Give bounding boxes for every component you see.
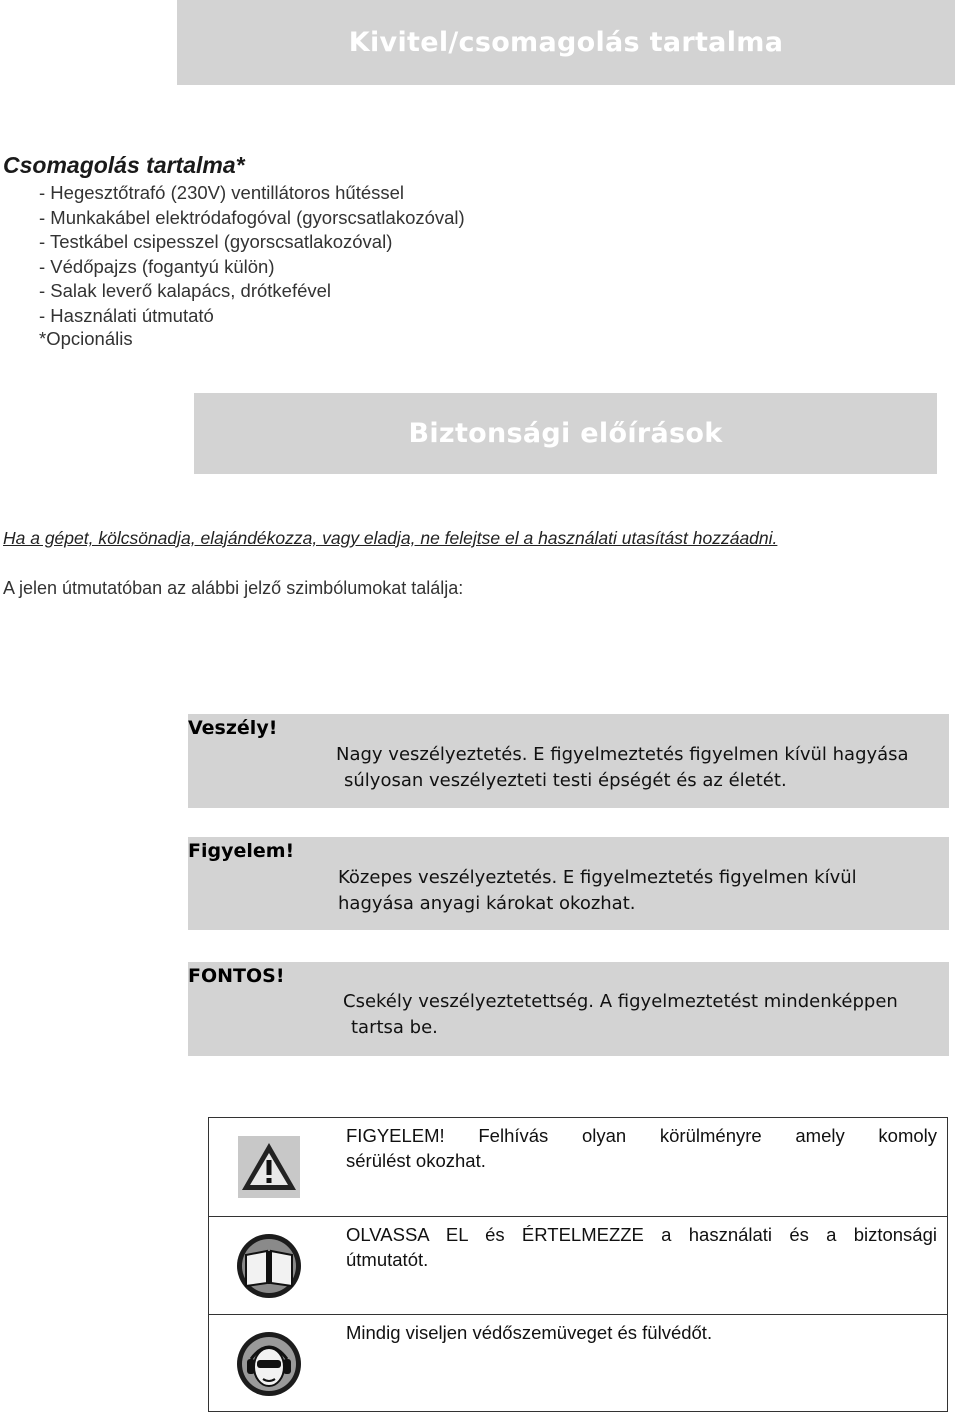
- description-line: OLVASSA EL és ÉRTELMEZZE a használati és a biztonsági: [346, 1224, 937, 1245]
- description-line: Csekély veszélyeztetettség. A figyelmeztetést mindenképpen: [343, 991, 898, 1012]
- table-row: [209, 1314, 947, 1412]
- description-line: Mindig viseljen védőszemüveget és fülvédőt.: [346, 1322, 713, 1343]
- symbols-table: [208, 1117, 948, 1412]
- symbols-intro: A jelen útmutatóban az alábbi jelző szimbólumokat találja:: [3, 578, 464, 598]
- list-item: - Salak leverő kalapács, drótkefével: [39, 280, 332, 302]
- table-row: [209, 1118, 947, 1216]
- level-label: Figyelem!: [188, 840, 295, 862]
- description-line: súlyosan veszélyezteti testi épségét és az életét.: [344, 770, 787, 791]
- description-line: FIGYELEM! Felhívás olyan körülményre amely komoly: [346, 1125, 937, 1146]
- level-description: [343, 989, 933, 1041]
- read-manual-icon: [234, 1231, 304, 1301]
- package-contents-title: Csomagolás tartalma*: [3, 152, 245, 178]
- description-line: hagyása anyagi károkat okozhat.: [338, 893, 636, 914]
- list-item: - Munkakábel elektródafogóval (gyorscsatlakozóval): [39, 206, 465, 228]
- list-item: - Használati útmutató: [39, 304, 214, 326]
- list-item: - Védőpajzs (fogantyú külön): [39, 255, 275, 277]
- warning-level-box: [188, 837, 949, 930]
- table-row: [209, 1216, 947, 1315]
- description-line: útmutatót.: [346, 1249, 429, 1270]
- optional-note: *Opcionális: [39, 328, 133, 349]
- level-label: Veszély!: [188, 717, 278, 739]
- level-description: [338, 865, 928, 917]
- section-title-contents: Kivitel/csomagolás tartalma: [348, 27, 784, 58]
- level-description: [336, 742, 926, 794]
- symbol-description: [346, 1222, 937, 1272]
- description-line: tartsa be.: [351, 1017, 438, 1038]
- safety-notice: Ha a gépet, kölcsönadja, elajándékozza, vagy eladja, ne felejtse el a használati utasítást hozzáadni.: [3, 528, 778, 548]
- description-line: Közepes veszélyeztetés. E figyelmeztetés figyelmen kívül: [338, 867, 857, 888]
- important-level-box: [188, 962, 949, 1056]
- symbol-description: [346, 1320, 937, 1345]
- section-title-safety: Biztonsági előírások: [408, 418, 723, 449]
- eye-ear-protection-icon: [234, 1329, 304, 1399]
- level-label: FONTOS!: [188, 965, 285, 987]
- list-item: - Hegesztőtrafó (230V) ventillátoros hűtéssel: [39, 182, 405, 203]
- symbol-description: [346, 1123, 937, 1173]
- section-banner-contents: [177, 0, 955, 85]
- danger-level-box: [188, 714, 949, 808]
- list-item: - Testkábel csipesszel (gyorscsatlakozóval): [39, 231, 393, 253]
- section-banner-safety: [194, 393, 937, 474]
- description-line: Nagy veszélyeztetés. E figyelmeztetés figyelmen kívül hagyása: [336, 744, 909, 765]
- warning-triangle-icon: [234, 1132, 304, 1202]
- description-line: sérülést okozhat.: [346, 1150, 486, 1171]
- package-contents-list: [39, 181, 465, 329]
